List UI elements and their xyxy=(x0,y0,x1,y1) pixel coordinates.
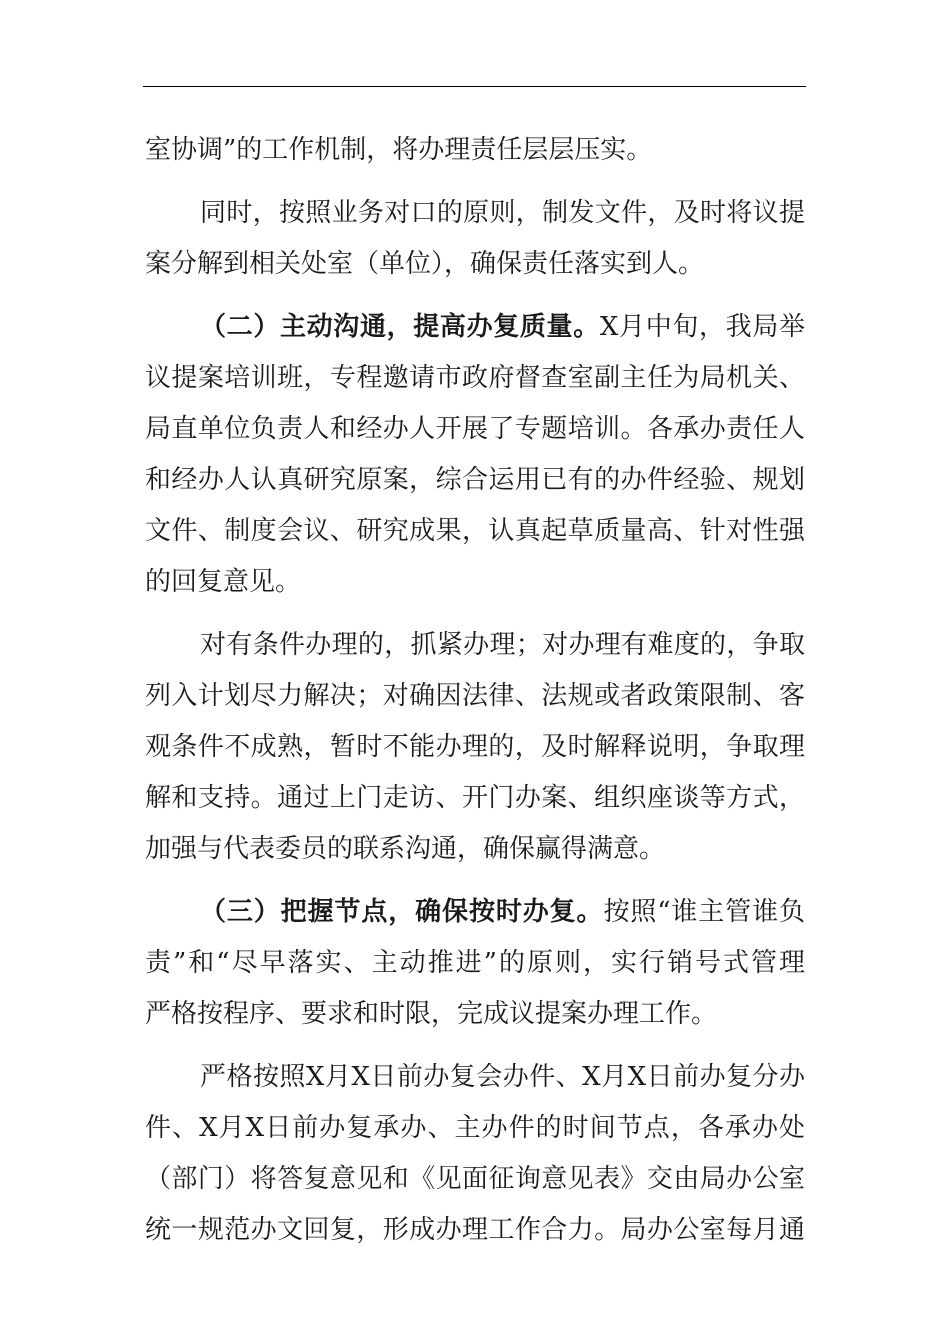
section-title: （二）主动沟通，提高办复质量。 xyxy=(200,312,600,342)
text-line: 室协调”的工作机制，将办理责任层层压实。 xyxy=(145,135,653,165)
text-line: 观条件不成熟，暂时不能办理的，及时解释说明，争取理 xyxy=(145,732,805,762)
paragraph-start: 严格按照X月X日前办复会办件、X月X日前办复分办 xyxy=(200,1062,805,1092)
text-line: 文件、制度会议、研究成果，认真起草质量高、针对性强 xyxy=(145,516,805,546)
section-heading-2: （二）主动沟通，提高办复质量。X月中旬，我局举 xyxy=(200,312,805,342)
section-title: （三）把握节点，确保按时办复。 xyxy=(200,897,604,927)
text-line: 局直单位负责人和经办人开展了专题培训。各承办责任人 xyxy=(145,414,805,444)
text-line: （部门）将答复意见和《见面征询意见表》交由局办公室 xyxy=(145,1164,805,1194)
text-line: 严格按程序、要求和时限，完成议提案办理工作。 xyxy=(145,999,718,1029)
paragraph-start: 同时，按照业务对口的原则，制发文件，及时将议提 xyxy=(200,198,805,228)
paragraph-start: 对有条件办理的，抓紧办理；对办理有难度的，争取 xyxy=(200,630,805,660)
text-line: 和经办人认真研究原案，综合运用已有的办件经验、规划 xyxy=(145,465,805,495)
text-line: 列入计划尽力解决；对确因法律、法规或者政策限制、客 xyxy=(145,681,805,711)
text-line: 案分解到相关处室（单位），确保责任落实到人。 xyxy=(145,249,705,279)
text-line: 件、X月X日前办复承办、主办件的时间节点，各承办处 xyxy=(145,1113,805,1143)
header-rule xyxy=(143,86,806,87)
text-line: 的回复意见。 xyxy=(145,567,302,597)
text-line: 议提案培训班，专程邀请市政府督查室副主任为局机关、 xyxy=(145,363,805,393)
section-heading-3: （三）把握节点，确保按时办复。按照“谁主管谁负 xyxy=(200,897,805,927)
text-line: 加强与代表委员的联系沟通，确保赢得满意。 xyxy=(145,834,666,864)
text-line: 解和支持。通过上门走访、开门办案、组织座谈等方式， xyxy=(145,783,805,813)
document-body xyxy=(145,125,805,1256)
text-line: 责”和“尽早落实、主动推进”的原则，实行销号式管理 xyxy=(145,948,805,978)
text-line: 统一规范办文回复，形成办理工作合力。局办公室每月通 xyxy=(145,1215,805,1245)
